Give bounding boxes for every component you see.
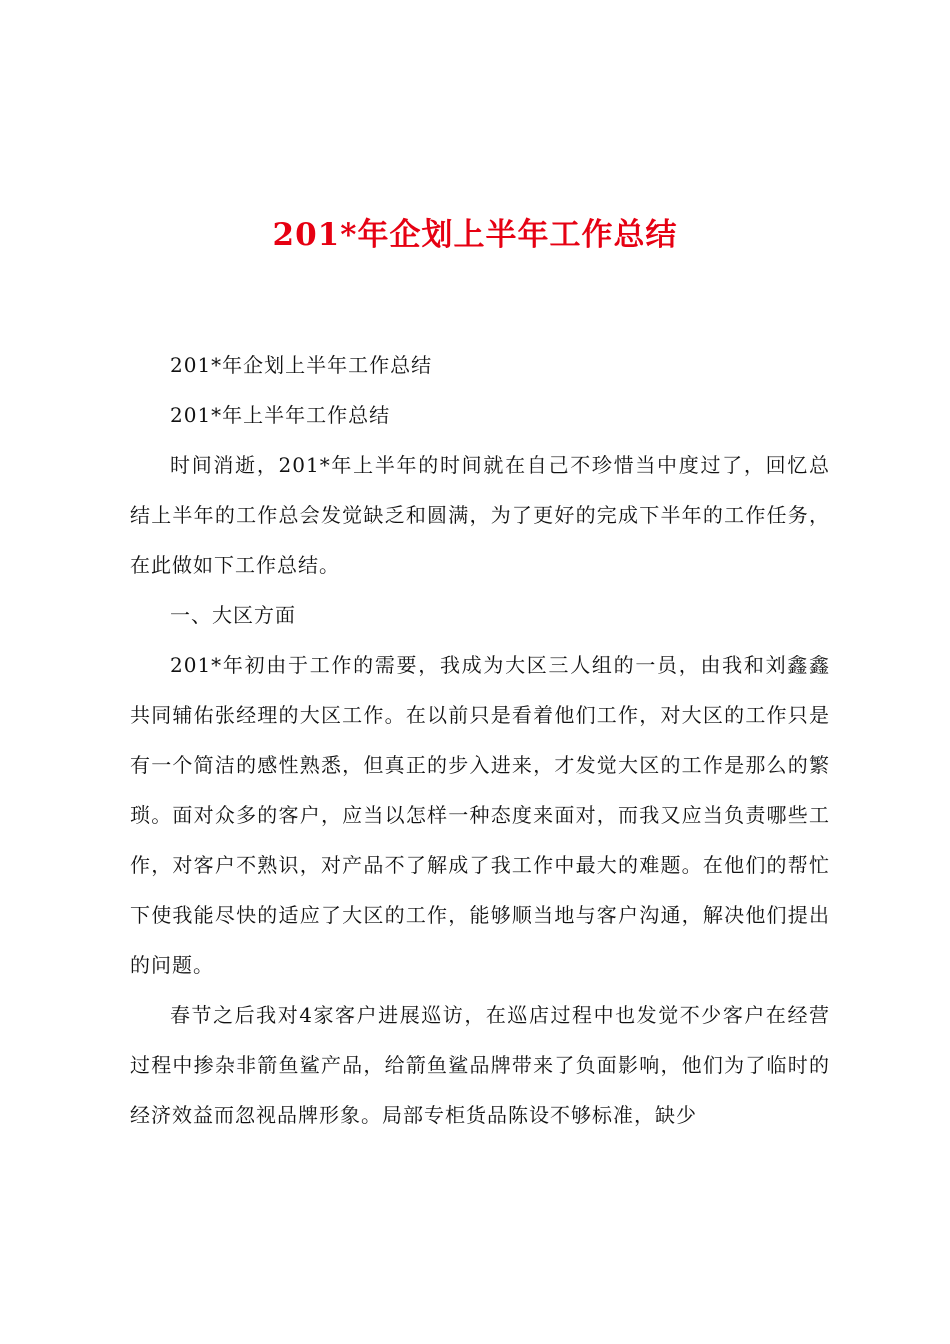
paragraph-heading-2: 201*年上半年工作总结 xyxy=(170,403,391,427)
paragraph-intro: 时间消逝，201*年上半年的时间就在自己不珍惜当中度过了，回忆总结上半年的工作总会发觉缺乏和圆满，为了更好的完成下半年的工作任务，在此做如下工作总结。 xyxy=(130,453,830,577)
document-body xyxy=(130,340,830,1140)
document-title: 201*年企划上半年工作总结 xyxy=(272,217,678,253)
section-heading-region: 一、大区方面 xyxy=(170,603,296,627)
paragraph-region-work: 201*年初由于工作的需要，我成为大区三人组的一员，由我和刘鑫鑫共同辅佑张经理的大区工作。在以前只是看着他们工作，对大区的工作只是有一个简洁的感性熟悉，但真正的步入进来，才发觉大区的工作是那么的繁琐。面对众多的客户，应当以怎样一种态度来面对，而我又应当负责哪些工作，对客户不熟识，对产品不了解成了我工作中最大的难题。在他们的帮忙下使我能尽快的适应了大区的工作，能够顺当地与客户沟通，解决他们提出的问题。 xyxy=(130,653,830,977)
paragraph-heading-1: 201*年企划上半年工作总结 xyxy=(170,353,433,377)
paragraph-store-visits: 春节之后我对4家客户进展巡访，在巡店过程中也发觉不少客户在经营过程中掺杂非箭鱼鲨产品，给箭鱼鲨品牌带来了负面影响，他们为了临时的经济效益而忽视品牌形象。局部专柜货品陈设不够标准，缺少 xyxy=(130,1003,830,1127)
